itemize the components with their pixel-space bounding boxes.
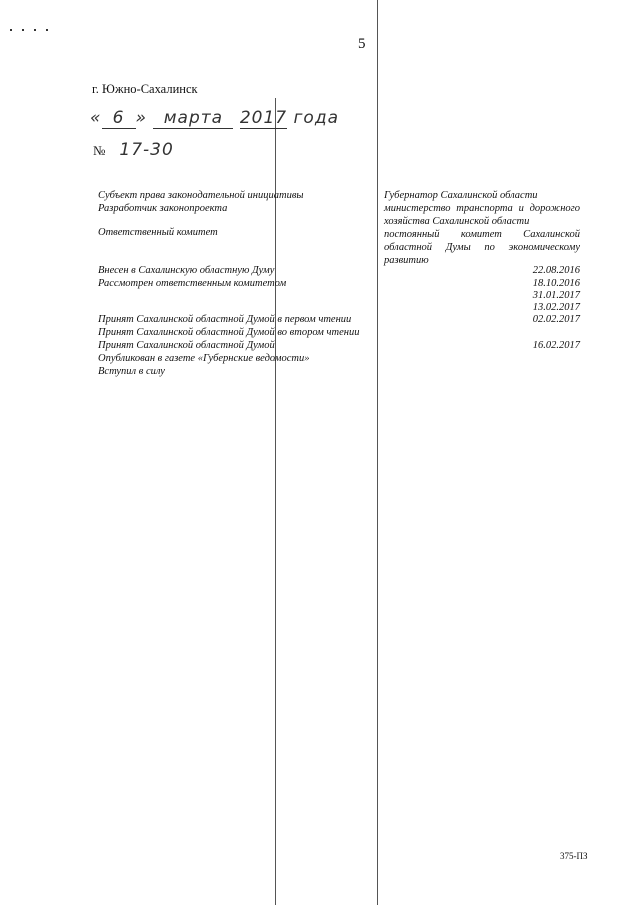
label-developer: Разработчик законопроекта	[98, 203, 228, 214]
number-value: 17-30	[119, 140, 174, 160]
date-fifth: 02.02.2017	[532, 314, 580, 325]
value-subject: Губернатор Сахалинской области	[384, 190, 538, 201]
date-day: 6	[102, 108, 136, 129]
date-third: 31.01.2017	[532, 290, 580, 301]
date-line	[90, 108, 350, 134]
label-second-reading: Принят Сахалинской областной Думой во втором чтении	[98, 327, 360, 338]
date-suffix: года	[293, 108, 339, 128]
date-open-quote: «	[90, 108, 102, 128]
date-month: марта	[153, 108, 233, 129]
label-published: Опубликован в газете «Губернские ведомости»	[98, 353, 310, 364]
value-developer: министерство транспорта и дорожного хозяйства Сахалинской области	[384, 203, 580, 227]
date-adopted: 16.02.2017	[532, 340, 580, 351]
number-line	[93, 140, 243, 164]
scan-line-right	[377, 0, 378, 905]
date-introduced: 22.08.2016	[532, 265, 580, 276]
label-introduced: Внесен в Сахалинскую областную Думу	[98, 265, 275, 276]
footer-code: 375-ПЗ	[560, 851, 588, 861]
label-in-force: Вступил в силу	[98, 366, 165, 377]
label-adopted: Принят Сахалинской областной Думой	[98, 340, 275, 351]
label-subject: Субъект права законодательной инициативы	[98, 190, 304, 201]
date-year: 2017	[239, 108, 288, 128]
page-number: 5	[358, 36, 366, 52]
date-close-quote: »	[135, 108, 147, 128]
scan-dots	[10, 18, 58, 36]
value-committee: постоянный комитет Сахалинской областной Думы по экономическому развитию	[384, 229, 580, 266]
city-line: г. Южно-Сахалинск	[92, 82, 198, 96]
label-committee: Ответственный комитет	[98, 227, 218, 238]
date-reviewed: 18.10.2016	[532, 278, 580, 289]
number-sign: №	[93, 143, 106, 158]
label-reviewed: Рассмотрен ответственным комитетом	[98, 278, 287, 289]
date-fourth: 13.02.2017	[532, 302, 580, 313]
scan-line-left	[275, 98, 276, 905]
label-first-reading: Принят Сахалинской областной Думой в первом чтении	[98, 314, 352, 325]
